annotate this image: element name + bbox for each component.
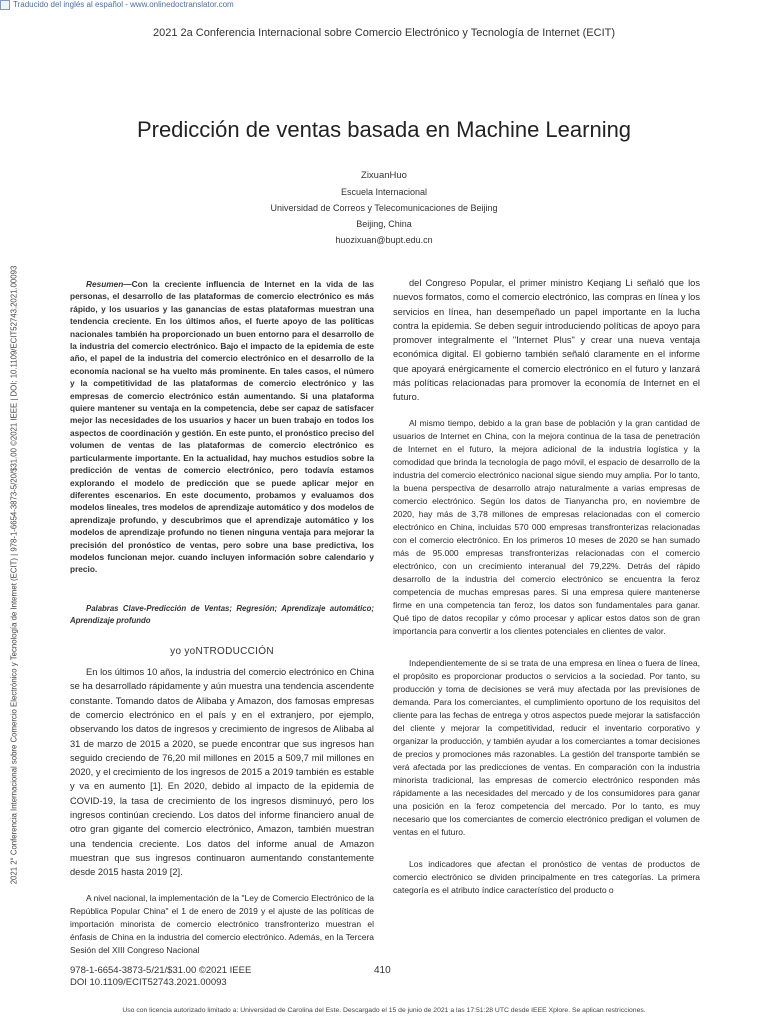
paragraph-gap	[393, 638, 700, 657]
section-heading: yo yoNTRODUCCIÓN	[170, 645, 274, 657]
left-column	[70, 278, 374, 957]
keywords: Palabras Clave-Predicción de Ventas; Regresión; Aprendizaje automático; Aprendizaje profundo	[70, 603, 374, 625]
abstract-text: —Con la creciente influencia de Internet en la vida de las personas, el desarrollo de las plataformas de comercio electrónico es más rápido, y los usuarios y las ganancias de estas plataformas muestran una tendencia creciente. En los últimos años, el fuerte apoyo de las políticas nacionales también ha proporcionado un buen entorno para el desarrollo de la industria del comercio electrónico. Bajo el impacto de la epidemia de este año, el papel de la industria del comercio electrónico en el desarrollo de la economía nacional se ha vuelto más prominente. En tales casos, el número y la competitividad de las plataformas de comercio electrónico y las empresas de comercio electrónico están aumentando. Si una plataforma quiere mantener su ventaja en la competencia, debe ser capaz de satisfacer mejor las necesidades de los usuarios y hacer un buen trabajo en todos los aspectos de coordinación y gestión. En este punto, el pronóstico preciso del volumen de ventas de las plataformas de comercio electrónico es particularmente importante. En la actualidad, hay muchos estudios sobre la predicción de ventas de comercio electrónico, pero todavía estamos explorando el modelo de predicción que se puede aplicar mejor en diferentes escenarios. En este documento, probamos y evaluamos dos modelos lineales, tres modelos de aprendizaje automático y dos modelos de aprendizaje profundo, y descubrimos que el aprendizaje automático y los modelos de aprendizaje profundo no tienen ninguna ventaja para mejorar la precisión del pronóstico de ventas, pero sobre una base predictiva, los modelos funcionan mejor. cuando incluyen información sobre calendario y precio.	[70, 279, 374, 575]
author-email[interactable]: huozixuan@bupt.edu.cn	[335, 235, 433, 245]
left-paragraph-1: En los últimos 10 años, la industria del comercio electrónico en China se ha desarrollado rápidamente y aún muestra una tendencia ascendente constante. Tomando datos de Alibaba y Amazon, dos famosas empresas de comercio electrónico en el país y en el extranjero, por ejemplo, observando los datos de ingresos y crecimiento de ingresos de Alibaba al 31 de marzo de 2015 a 2020, se puede encontrar que sus ingresos han seguido creciendo de 76,20 mil millones en 2015 a 509,7 mil millones en 2020, y el crecimiento de los ingresos de 2015 a 2019 también es estable y va en aumento [1]. En 2020, debido al impacto de la epidemia de COVID-19, la tasa de crecimiento de los ingresos disminuyó, pero los ingresos continúan creciendo. Los datos del informe financiero anual de otro gran gigante del comercio electrónico, Amazon, también muestran una tendencia creciente. Los datos del informe anual de Amazon muestran que sus ingresos continuaron aumentando constantemente desde 2015 hasta 2019 [2].	[70, 667, 374, 878]
conference-header: 2021 2a Conferencia Internacional sobre Comercio Electrónico y Tecnología de Internet (ECIT)	[152, 27, 616, 39]
author-dept: Escuela Internacional	[340, 187, 428, 197]
paragraph-gap	[393, 839, 700, 858]
translator-icon	[0, 0, 10, 10]
author-university: Universidad de Correos y Telecomunicaciones de Beijing	[270, 203, 498, 213]
author-block	[0, 168, 768, 248]
footer-identifiers	[70, 965, 251, 989]
author-name: ZixuanHuo	[361, 170, 407, 181]
right-paragraph-3: Independientemente de si se trata de una empresa en línea o fuera de línea, el propósito es proporcionar productos o servicios a la sociedad. Por tanto, su producción y toma de decisiones se verá muy afectada por las previsiones de demanda. Para los comerciantes, el cumplimiento oportuno de los requisitos del cliente para las fechas de entrega y otros aspectos puede mejorar la satisfacción del cliente y mejorar la competitividad, reducir el inventario corporativo y organizar la producción, y también ayudar a los comerciantes a tomar decisiones de precios y promociones más razonables. La gestión del transporte también se verá afectada por las predicciones de ventas. En comparación con la industria minorista tradicional, las empresas de comercio electrónico responden más rápidamente a las necesidades del mercado y de los consumidores para ganar una posición en la feroz competencia del mercado. Por lo tanto, es muy necesario que los comerciantes de comercio electrónico predigan el volumen de ventas en el futuro.	[393, 657, 700, 837]
paper-title: Predicción de ventas basada en Machine Learning	[136, 117, 632, 142]
license-notice: Uso con licencia autorizado limitado a: Universidad de Carolina del Este. Descargado el 15 de junio de 2021 a las 17:51:28 UTC desde IEEE Xplore. Se aplican restricciones.	[122, 1007, 646, 1014]
left-paragraph-2: A nivel nacional, la implementación de la "Ley de Comercio Electrónico de la República Popular China" el 1 de enero de 2019 y el ajuste de las políticas de importación minorista de comercio electrónico transfronterizo muestran el énfasis de China en la industria del comercio electrónico. Además, en la Tercera Sesión del XIII Congreso Nacional	[70, 892, 374, 955]
right-paragraph-1: del Congreso Popular, el primer ministro Keqiang Li señaló que los nuevos formatos, como el comercio electrónico, las compras en línea y los servicios en línea, han desempeñado un papel importante en la lucha contra la epidemia. Se deben seguir introduciendo políticas de apoyo para promover integralmente el "Internet Plus" y crear una nueva ventaja económica digital. El gobierno también señaló claramente en el informe que apoyará enérgicamente el comercio electrónico en el futuro y lanzará más políticas relacionadas para promover la economía de Internet en el futuro.	[393, 278, 700, 403]
author-city: Beijing, China	[356, 219, 412, 229]
side-note	[4, 175, 24, 970]
translation-banner-text: Traducido del inglés al español - www.onlinedoctranslator.com	[13, 0, 234, 10]
right-paragraph-4: Los indicadores que afectan el pronóstico de ventas de productos de comercio electrónico se dividen principalmente en tres categorías. La primera categoría es el atributo índice característico del producto o	[393, 858, 700, 895]
right-paragraph-2: Al mismo tiempo, debido a la gran base de población y la gran cantidad de usuarios de Internet en China, con la mejora continua de la tasa de penetración de Internet en el futuro, la mejora adicional de la industria logística y la comodidad que brinda la tecnología de pago móvil, el espacio de desarrollo de la industria del comercio electrónico nacional sigue siendo muy amplia. Por lo tanto, la buena perspectiva de desarrollo atrajo naturalmente a varias empresas de comercio electrónico. Según los datos de Tianyancha pro, en noviembre de 2020, hay más de 3,78 millones de empresas relacionadas con el comercio electrónico en China, incluidas 570 000 empresas transfronterizas relacionadas con el comercio electrónico. En los primeros 10 meses de 2020 se han sumado más de 95.000 empresas transfronterizas relacionadas con el comercio electrónico, con un crecimiento interanual del 79,22%. Detrás del rápido desarrollo de la industria del comercio electrónico se encuentra la feroz competencia de muchas empresas pares. Si una empresa quiere mantenerse firme en una competencia tan feroz, los datos son fundamentales para ganar. Qué tipo de datos recopilar y cómo procesar y aplicar estos datos son de gran importancia para convertir a los clientes potenciales en clientes de valor.	[393, 417, 700, 636]
paragraph-gap	[70, 880, 374, 892]
translation-banner[interactable]	[0, 0, 234, 10]
side-note-text: 2021 2° Conferencia Internacional sobre Comercio Electrónico y Tecnología de Internet (ECIT) | 978-1-6654-3873-5/20/$31.00 ©2021 IEEE | DOI: 10.1109/ECIT52743.2021.00093	[9, 265, 19, 885]
right-column	[393, 276, 700, 897]
page-number: 410	[374, 965, 391, 976]
footer-isbn: 978-1-6654-3873-5/21/$31.00 ©2021 IEEE	[70, 965, 252, 976]
abstract	[70, 278, 374, 576]
abstract-label: Resumen	[86, 279, 124, 289]
paragraph-gap	[393, 405, 700, 417]
footer-doi: DOI 10.1109/ECIT52743.2021.00093	[70, 977, 227, 988]
